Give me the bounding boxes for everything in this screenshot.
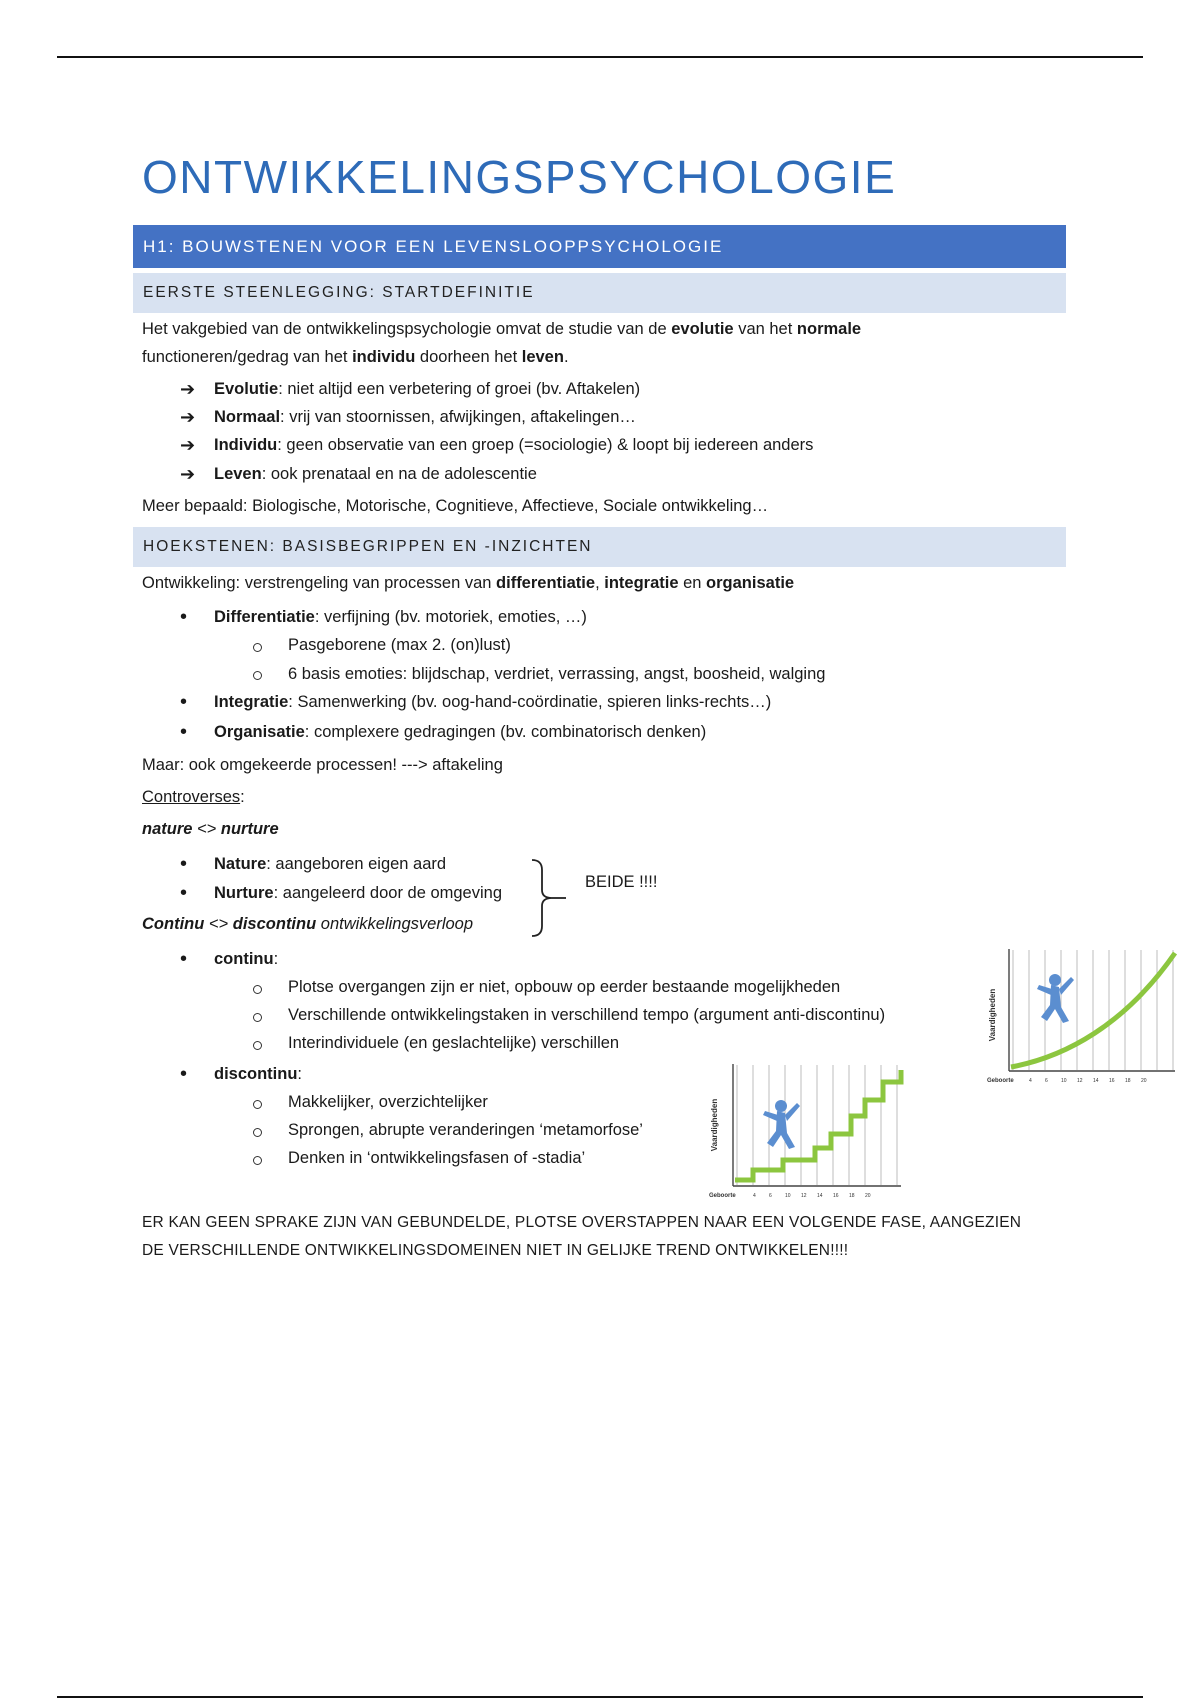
nature-nurture-heading: nature <> nurture (142, 820, 279, 838)
controversies-label: Controverses: (142, 788, 245, 806)
bullet-icon: • (180, 948, 188, 970)
sub-list-item: Pasgeborene (max 2. (on)lust) (288, 636, 511, 654)
svg-text:18: 18 (1125, 1078, 1131, 1084)
bullet-icon: • (180, 691, 188, 713)
bullet-icon: • (180, 721, 188, 743)
svg-text:14: 14 (1093, 1078, 1099, 1084)
list-item: discontinu: (214, 1065, 303, 1083)
svg-text:6: 6 (1045, 1078, 1048, 1084)
chapter-heading: H1: BOUWSTENEN VOOR EEN LEVENSLOOPPSYCHOLOGIE (133, 225, 1066, 268)
list-item: Leven: ook prenataal en na de adolescentie (214, 465, 537, 483)
svg-text:4: 4 (1029, 1078, 1032, 1084)
list-item: Organisatie: complexere gedragingen (bv. combinatorisch denken) (214, 723, 707, 741)
arrow-right-icon: ➔ (180, 379, 196, 399)
svg-text:10: 10 (785, 1193, 791, 1199)
document-title: ONTWIKKELINGSPSYCHOLOGIE (142, 151, 897, 203)
list-item: Individu: geen observatie van een groep (=sociologie) & loopt bij iedereen anders (214, 436, 814, 454)
circle-bullet-icon (253, 1156, 262, 1165)
list-item: Normaal: vrij van stoornissen, afwijkingen, aftakelingen… (214, 408, 636, 426)
circle-bullet-icon (253, 1128, 262, 1137)
continuous-growth-figure (985, 945, 1180, 1085)
svg-text:14: 14 (817, 1193, 823, 1199)
svg-text:6: 6 (769, 1193, 772, 1199)
bullet-icon: • (180, 882, 188, 904)
conclusion-line-2: DE VERSCHILLENDE ONTWIKKELINGSDOMEINEN NIET IN GELIJKE TREND ONTWIKKELEN!!!! (142, 1242, 849, 1259)
circle-bullet-icon (253, 1013, 262, 1022)
both-note: BEIDE !!!! (585, 873, 658, 891)
bullet-icon: • (180, 853, 188, 875)
svg-text:20: 20 (1141, 1078, 1147, 1084)
bottom-rule (57, 1696, 1143, 1698)
more-specific-line: Meer bepaald: Biologische, Motorische, Cognitieve, Affectieve, Sociale ontwikkeling… (142, 497, 769, 515)
continuous-heading: Continu <> discontinu ontwikkelingsverloop (142, 915, 474, 933)
definition-line-2: functioneren/gedrag van het individu doorheen het leven. (142, 348, 569, 366)
sub-list-item: Interindividuele (en geslachtelijke) verschillen (288, 1034, 620, 1052)
sub-list-item: Sprongen, abrupte veranderingen ‘metamorfose’ (288, 1121, 643, 1139)
sub-list-item: Verschillende ontwikkelingstaken in verschillend tempo (argument anti-discontinu) (288, 1006, 886, 1024)
list-item: Nature: aangeboren eigen aard (214, 855, 447, 873)
circle-bullet-icon (253, 985, 262, 994)
x-axis-label: Geboorte (987, 1078, 1014, 1084)
list-item: Integratie: Samenwerking (bv. oog-hand-coördinatie, spieren links-rechts…) (214, 693, 772, 711)
reverse-process-note: Maar: ook omgekeerde processen! ---> aftakeling (142, 756, 503, 774)
svg-text:20: 20 (865, 1193, 871, 1199)
circle-bullet-icon (253, 671, 262, 680)
sub-list-item: Plotse overgangen zijn er niet, opbouw op eerder bestaande mogelijkheden (288, 978, 841, 996)
list-item: continu: (214, 950, 279, 968)
svg-text:4: 4 (753, 1193, 756, 1199)
arrow-right-icon: ➔ (180, 464, 196, 484)
bullet-icon: • (180, 1063, 188, 1085)
jumping-person-icon (1037, 974, 1074, 1023)
circle-bullet-icon (253, 1041, 262, 1050)
sub-list-item: Denken in ‘ontwikkelingsfasen of -stadia’ (288, 1149, 586, 1167)
svg-text:12: 12 (801, 1193, 807, 1199)
sub-list-item: Makkelijker, overzichtelijker (288, 1093, 488, 1111)
svg-text:16: 16 (833, 1193, 839, 1199)
conclusion-line-1: ER KAN GEEN SPRAKE ZIJN VAN GEBUNDELDE, PLOTSE OVERSTAPPEN NAAR EEN VOLGENDE FASE, AANGEZIEN (142, 1214, 1022, 1231)
definition-line-1: Het vakgebied van de ontwikkelingspsychologie omvat de studie van de evolutie van het normale (142, 320, 862, 338)
top-rule (57, 56, 1143, 58)
list-item: Nurture: aangeleerd door de omgeving (214, 884, 503, 902)
circle-bullet-icon (253, 1100, 262, 1109)
circle-bullet-icon (253, 643, 262, 652)
arrow-right-icon: ➔ (180, 407, 196, 427)
list-item: Evolutie: niet altijd een verbetering of groei (bv. Aftakelen) (214, 380, 641, 398)
y-axis-label: Vaardigheden (988, 988, 997, 1042)
section-heading-startdefinitie: EERSTE STEENLEGGING: STARTDEFINITIE (133, 273, 1066, 313)
stepwise-growth-figure (705, 1060, 905, 1200)
arrow-right-icon: ➔ (180, 435, 196, 455)
x-axis-label: Geboorte (709, 1193, 736, 1199)
sub-list-item: 6 basis emoties: blijdschap, verdriet, verrassing, angst, boosheid, walging (288, 665, 826, 683)
svg-text:18: 18 (849, 1193, 855, 1199)
section-heading-basisbegrippen: HOEKSTENEN: BASISBEGRIPPEN EN -INZICHTEN (133, 527, 1066, 567)
curly-brace-icon (528, 858, 568, 938)
development-definition: Ontwikkeling: verstrengeling van processen van differentiatie, integratie en organisatie (142, 574, 795, 592)
svg-text:12: 12 (1077, 1078, 1083, 1084)
list-item: Differentiatie: verfijning (bv. motoriek, emoties, …) (214, 608, 587, 626)
bullet-icon: • (180, 606, 188, 628)
svg-text:10: 10 (1061, 1078, 1067, 1084)
y-axis-label: Vaardigheden (710, 1098, 719, 1152)
svg-text:16: 16 (1109, 1078, 1115, 1084)
